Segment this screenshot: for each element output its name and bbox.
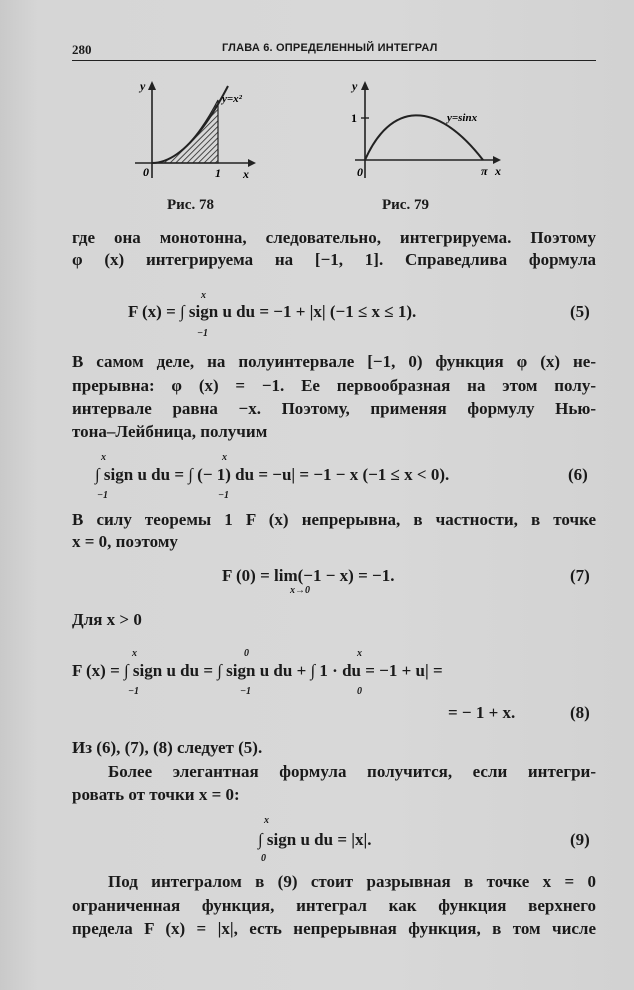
fig78-curve-label: y=x² xyxy=(222,93,242,105)
figure-79 xyxy=(335,78,510,188)
eq8-lower-limit-b: −1 xyxy=(240,686,252,697)
fig79-tick-y: 1 xyxy=(351,111,357,125)
equation-9: ∫ sign u du = |x|. xyxy=(258,830,372,849)
text-line-5: интервале равна −x. Поэтому, применяя формулу Нью- xyxy=(72,399,596,418)
text-line-6: тона–Лейбница, получим xyxy=(72,422,268,441)
eq8-lower-limit-c: 0 xyxy=(357,686,362,697)
fig78-axis-x: x xyxy=(243,167,249,181)
eq6-lower-limit-b: −1 xyxy=(218,490,230,501)
figure-78 xyxy=(130,78,260,188)
text-line-13: Под интегралом в (9) стоит разрывная в точке x = 0 xyxy=(108,872,596,891)
text-line-15: предела F (x) = |x|, есть непрерывная функция, в том числе xyxy=(72,919,596,938)
text-line-1: где она монотонна, следовательно, интегрируема. Поэтому xyxy=(72,228,596,247)
eq8-upper-limit-a: x xyxy=(132,648,137,659)
eq6-lower-limit-a: −1 xyxy=(97,490,109,501)
page-header xyxy=(72,40,596,61)
eq6-number: (6) xyxy=(568,465,588,484)
equation-8-line-2: = − 1 + x. xyxy=(448,703,516,722)
equation-6: ∫ sign u du = ∫ (− 1) du = −u| = −1 − x (−1 ≤ x < 0). xyxy=(95,465,450,484)
eq5-lower-limit: −1 xyxy=(197,328,209,339)
fig78-axis-y: y xyxy=(140,79,146,93)
text-line-3: В самом деле, на полуинтервале [−1, 0) функция φ (x) не- xyxy=(72,352,596,371)
text-line-12: ровать от точки x = 0: xyxy=(72,785,240,804)
eq5-number: (5) xyxy=(570,302,590,321)
fig79-tick-x: π xyxy=(481,164,488,178)
eq9-number: (9) xyxy=(570,830,590,849)
eq9-lower-limit: 0 xyxy=(261,853,266,864)
text-line-8: x = 0, поэтому xyxy=(72,532,178,551)
page-number: 280 xyxy=(72,42,92,57)
fig79-axis-x: x xyxy=(495,164,501,178)
eq8-lower-limit-a: −1 xyxy=(128,686,140,697)
eq8-upper-limit-b: 0 xyxy=(244,648,249,659)
text-line-10: Из (6), (7), (8) следует (5). xyxy=(72,738,263,757)
fig79-origin: 0 xyxy=(357,165,363,179)
text-line-11: Более элегантная формула получится, если интегри- xyxy=(108,762,596,781)
equation-7: F (0) = lim(−1 − x) = −1. xyxy=(222,566,395,585)
eq8-upper-limit-c: x xyxy=(357,648,362,659)
fig79-caption: Рис. 79 xyxy=(382,197,429,213)
eq7-number: (7) xyxy=(570,566,590,585)
eq8-number: (8) xyxy=(570,703,590,722)
equation-5: F (x) = ∫ sign u du = −1 + |x| (−1 ≤ x ≤ 1). xyxy=(128,302,417,321)
text-line-9: Для x > 0 xyxy=(72,610,142,629)
eq9-upper-limit: x xyxy=(264,815,269,826)
text-line-7: В силу теоремы 1 F (x) непрерывна, в частности, в точке xyxy=(72,510,596,529)
fig79-axis-y: y xyxy=(352,79,358,93)
equation-8-line-1: F (x) = ∫ sign u du = ∫ sign u du + ∫ 1 · du = −1 + u| = xyxy=(72,661,443,680)
eq6-upper-limit-a: x xyxy=(101,452,106,463)
text-line-2: φ (x) интегрируема на [−1, 1]. Справедлива формула xyxy=(72,250,596,269)
fig78-tick: 1 xyxy=(215,166,221,180)
eq5-upper-limit: x xyxy=(201,290,206,301)
text-line-14: ограниченная функция, интеграл как функция верхнего xyxy=(72,896,596,915)
fig78-origin: 0 xyxy=(143,165,149,179)
fig78-caption: Рис. 78 xyxy=(167,197,214,213)
eq7-lim-subscript: x→0 xyxy=(290,585,310,596)
eq6-upper-limit-b: x xyxy=(222,452,227,463)
text-line-4: прерывна: φ (x) = −1. Ее первообразная на этом полу- xyxy=(72,376,596,395)
chapter-title: ГЛАВА 6. ОПРЕДЕЛЕННЫЙ ИНТЕГРАЛ xyxy=(222,42,438,54)
fig79-curve-label: y=sinx xyxy=(447,112,478,124)
